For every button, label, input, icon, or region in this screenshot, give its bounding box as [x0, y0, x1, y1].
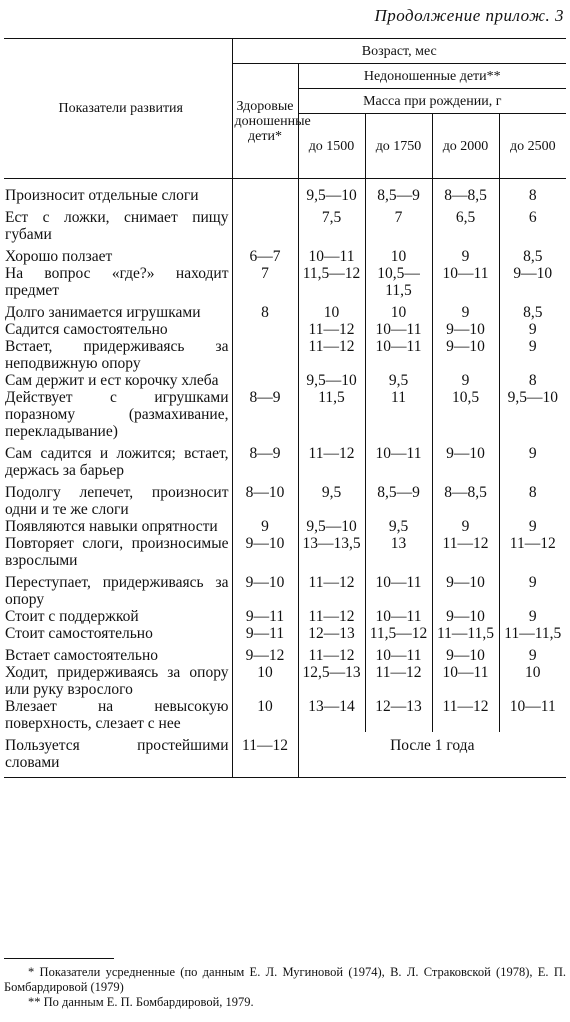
merged-premature-cell: После 1 года [298, 732, 566, 778]
cell-v1750: 11,5—12 [365, 625, 432, 642]
cell-v1500: 10—11 [298, 243, 365, 265]
cell-v1500: 12—13 [298, 625, 365, 642]
cell-v1750: 7 [365, 204, 432, 243]
footnote-rule [4, 958, 114, 959]
cell-v2500: 9 [499, 338, 566, 372]
table-header [4, 39, 566, 179]
cell-healthy: 10 [232, 664, 298, 698]
cell-v1500: 9,5 [298, 479, 365, 518]
table-row [4, 389, 566, 440]
row-indicator-name: Пользуется простейшими словами [4, 732, 232, 778]
cell-v1750: 10 [365, 299, 432, 321]
cell-healthy: 9—10 [232, 535, 298, 569]
table-row [4, 372, 566, 389]
table-row-last [4, 732, 566, 778]
cell-v1750: 10,5—11,5 [365, 265, 432, 299]
cell-v2500: 11—11,5 [499, 625, 566, 642]
table-row [4, 664, 566, 698]
row-indicator-name: Повторяет слоги, произносимые взрослыми [5, 535, 229, 569]
cell-v2500: 9,5—10 [499, 389, 566, 440]
cell-v1750: 10—11 [365, 569, 432, 608]
cell-v2000: 9 [432, 372, 499, 389]
table-row [4, 265, 566, 299]
cell-v1500: 11—12 [298, 338, 365, 372]
cell-healthy: 11—12 [232, 732, 298, 778]
cell-v2000: 8—8,5 [432, 179, 499, 205]
cell-v1750: 13 [365, 535, 432, 569]
cell-v1750: 10—11 [365, 338, 432, 372]
cell-v2000: 9—10 [432, 321, 499, 338]
table-row [4, 698, 566, 732]
table-row [4, 642, 566, 664]
cell-v1750: 12—13 [365, 698, 432, 732]
cell-v1750: 10—11 [365, 608, 432, 625]
row-indicator-name: Садится самостоятельно [5, 321, 168, 338]
healthy-header: Здоровые доношенные дети* [232, 64, 298, 179]
cell-healthy [232, 204, 298, 243]
cell-healthy [232, 321, 298, 338]
cell-v2000: 9—10 [432, 338, 499, 372]
age-header: Возраст, мес [232, 39, 566, 64]
cell-v2000: 9 [432, 243, 499, 265]
cell-v2500: 8 [499, 179, 566, 205]
cell-v2500: 6 [499, 204, 566, 243]
table-row [4, 243, 566, 265]
cell-healthy: 9—12 [232, 642, 298, 664]
cell-v1500: 9,5—10 [298, 372, 365, 389]
row-indicator-name: Встает самостоятельно [5, 647, 159, 664]
cell-v1500: 11—12 [298, 642, 365, 664]
table-row [4, 569, 566, 608]
cell-healthy: 9—10 [232, 569, 298, 608]
cell-v2000: 10—11 [432, 664, 499, 698]
footnotes [4, 958, 566, 1010]
weight-header-1750: до 1750 [365, 114, 432, 179]
cell-v2000: 11—11,5 [432, 625, 499, 642]
premature-header: Недоношенные дети** [298, 64, 566, 89]
cell-v2500: 9 [499, 518, 566, 535]
cell-v1750: 8,5—9 [365, 479, 432, 518]
cell-healthy: 7 [232, 265, 298, 299]
row-indicator-name: Ест с ложки, снимает пищу губами [5, 209, 229, 243]
cell-v2000: 10—11 [432, 265, 499, 299]
row-indicator-name: Появляются навыки опрятности [5, 518, 218, 535]
footnote-2: ** По данным Е. П. Бомбардировой, 1979. [28, 995, 254, 1009]
row-indicator-name: Хорошо ползает [5, 248, 113, 265]
cell-healthy: 8—9 [232, 440, 298, 479]
cell-v1750: 9,5 [365, 518, 432, 535]
cell-v2000: 9 [432, 299, 499, 321]
cell-healthy: 8—9 [232, 389, 298, 440]
row-indicator-name: Стоит самостоятельно [5, 625, 153, 642]
cell-healthy: 10 [232, 698, 298, 732]
cell-v2500: 10—11 [499, 698, 566, 732]
row-indicator-name: Влезает на невысокую поверхность, слезает с нее [5, 698, 229, 732]
cell-v1500: 10 [298, 299, 365, 321]
cell-healthy: 8—10 [232, 479, 298, 518]
cell-v2000: 9 [432, 518, 499, 535]
table-row [4, 518, 566, 535]
table-row [4, 321, 566, 338]
cell-v2000: 9—10 [432, 440, 499, 479]
cell-healthy: 6—7 [232, 243, 298, 265]
cell-v2500: 8 [499, 479, 566, 518]
cell-v1500: 11—12 [298, 321, 365, 338]
row-indicator-name: Переступает, придерживаясь за опору [5, 574, 229, 608]
cell-v1500: 7,5 [298, 204, 365, 243]
table-body [4, 179, 566, 778]
cell-v2500: 8,5 [499, 243, 566, 265]
development-table [4, 38, 566, 778]
cell-v2000: 9—10 [432, 569, 499, 608]
cell-healthy: 9—11 [232, 625, 298, 642]
cell-v1750: 9,5 [365, 372, 432, 389]
row-indicator-name: Подолгу лепечет, произносит одни и те же слоги [5, 484, 229, 518]
cell-v1750: 10—11 [365, 321, 432, 338]
table-row [4, 479, 566, 518]
table-row [4, 625, 566, 642]
row-indicator-name: Действует с игрушками поразному (размахивание, перекладывание) [5, 389, 229, 440]
cell-v1750: 10—11 [365, 440, 432, 479]
cell-v2500: 9 [499, 569, 566, 608]
table-row [4, 204, 566, 243]
cell-v1500: 9,5—10 [298, 179, 365, 205]
cell-v2500: 9 [499, 440, 566, 479]
row-indicator-name: Ходит, придерживаясь за опору или руку взрослого [5, 664, 229, 698]
cell-v1500: 13—14 [298, 698, 365, 732]
row-indicator-name: Сам садится и ложится; встает, держась за барьер [5, 445, 229, 479]
cell-v2500: 9—10 [499, 265, 566, 299]
cell-v2000: 10,5 [432, 389, 499, 440]
cell-v1500: 11,5 [298, 389, 365, 440]
cell-v1500: 12,5—13 [298, 664, 365, 698]
row-indicator-name: Долго занимается игрушками [5, 304, 201, 321]
cell-v1750: 10 [365, 243, 432, 265]
cell-v2500: 9 [499, 608, 566, 625]
cell-healthy: 8 [232, 299, 298, 321]
cell-v2000: 11—12 [432, 698, 499, 732]
cell-v2000: 9—10 [432, 642, 499, 664]
cell-healthy [232, 372, 298, 389]
indicator-header: Показатели развития [4, 39, 232, 179]
table-row [4, 179, 566, 205]
cell-v1500: 11—12 [298, 608, 365, 625]
mass-header: Масса при рождении, г [298, 89, 566, 114]
cell-healthy: 9—11 [232, 608, 298, 625]
weight-header-2500: до 2500 [499, 114, 566, 179]
cell-v1500: 11—12 [298, 569, 365, 608]
cell-v1750: 8,5—9 [365, 179, 432, 205]
row-indicator-name: На вопрос «где?» находит предмет [5, 265, 229, 299]
row-indicator-name: Произносит отдельные слоги [5, 187, 199, 204]
cell-v2500: 8 [499, 372, 566, 389]
cell-v2000: 8—8,5 [432, 479, 499, 518]
weight-header-2000: до 2000 [432, 114, 499, 179]
weight-header-1500: до 1500 [298, 114, 365, 179]
cell-v2500: 9 [499, 642, 566, 664]
cell-healthy [232, 179, 298, 205]
cell-v1750: 11—12 [365, 664, 432, 698]
cell-v1750: 10—11 [365, 642, 432, 664]
cell-v1750: 11 [365, 389, 432, 440]
cell-v2500: 8,5 [499, 299, 566, 321]
cell-v2000: 11—12 [432, 535, 499, 569]
cell-v1500: 11—12 [298, 440, 365, 479]
cell-v1500: 11,5—12 [298, 265, 365, 299]
cell-v1500: 13—13,5 [298, 535, 365, 569]
table-row [4, 535, 566, 569]
table-row [4, 338, 566, 372]
cell-v2500: 11—12 [499, 535, 566, 569]
continuation-caption: Продолжение прилож. 3 [374, 6, 564, 25]
cell-v2500: 10 [499, 664, 566, 698]
table-row [4, 608, 566, 625]
footnote-1: * Показатели усредненные (по данным Е. Л. Мугиновой (1974), В. Л. Страковской (1978), Е. П. Бомбардировой (1979) [4, 965, 566, 994]
table-row [4, 299, 566, 321]
cell-v2500: 9 [499, 321, 566, 338]
cell-healthy [232, 338, 298, 372]
cell-v2000: 6,5 [432, 204, 499, 243]
cell-v2000: 9—10 [432, 608, 499, 625]
row-indicator-name: Сам держит и ест корочку хлеба [5, 372, 219, 389]
row-indicator-name: Встает, придерживаясь за неподвижную опору [5, 338, 229, 372]
table-row [4, 440, 566, 479]
cell-healthy: 9 [232, 518, 298, 535]
cell-v1500: 9,5—10 [298, 518, 365, 535]
row-indicator-name: Стоит с поддержкой [5, 608, 139, 625]
